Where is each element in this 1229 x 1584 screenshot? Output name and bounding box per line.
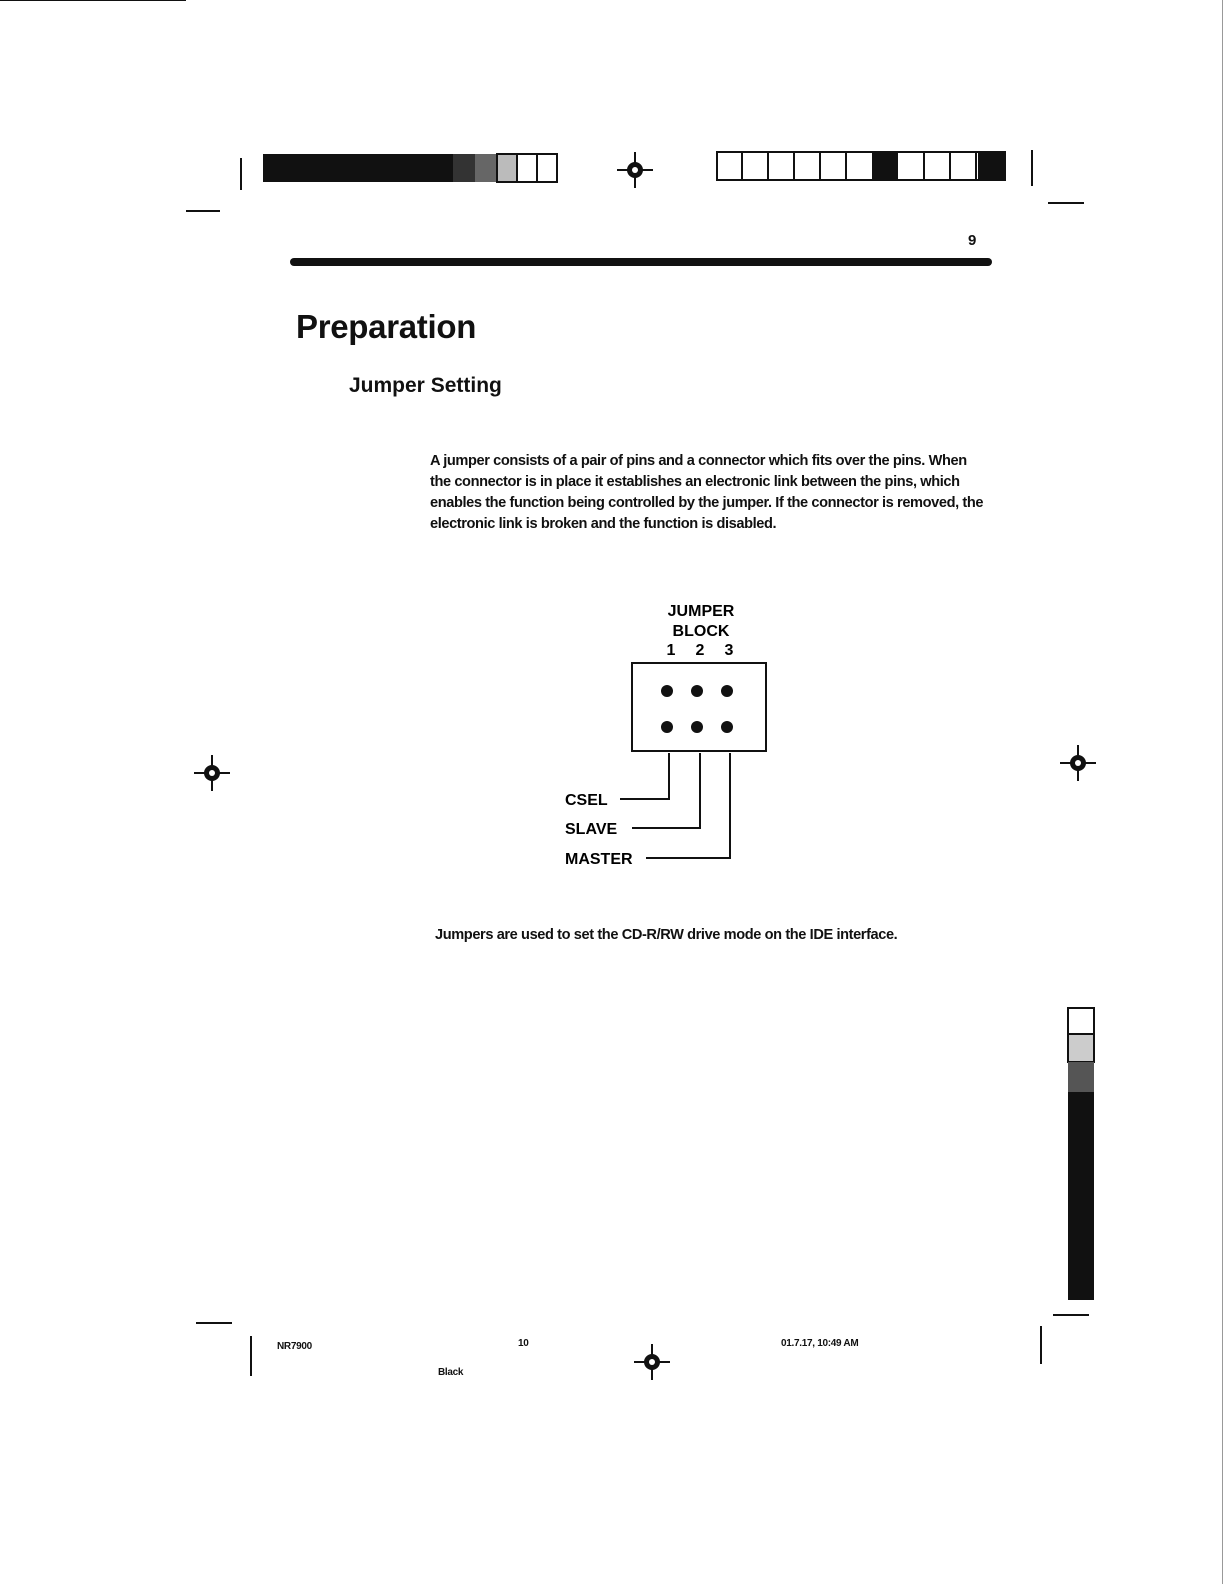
pin bbox=[691, 721, 703, 733]
pin-number-3: 3 bbox=[724, 642, 734, 659]
registration-mark-top-icon bbox=[617, 152, 653, 188]
page-edge-line bbox=[1222, 0, 1223, 1584]
crop-mark bbox=[240, 158, 242, 190]
printer-color-bar-right bbox=[716, 150, 1008, 184]
pin bbox=[661, 721, 673, 733]
diagram-title-line2: BLOCK bbox=[672, 623, 730, 640]
crop-mark bbox=[250, 1336, 252, 1376]
page-title: Preparation bbox=[296, 308, 477, 345]
body-paragraph: A jumper consists of a pair of pins and a connector which fits over the pins. When the connector is in place it establishes an electronic link between the pins, which enables the function being controlled by the jumper. If the connector is removed, the electronic link is broken and the function is disabled. bbox=[430, 453, 984, 532]
diagram-caption: Jumpers are used to set the CD-R/RW drive mode on the IDE interface. bbox=[435, 927, 898, 943]
jumper-block-diagram bbox=[560, 596, 790, 878]
header-rule bbox=[290, 258, 992, 266]
crop-mark bbox=[1031, 150, 1033, 186]
label-csel: CSEL bbox=[565, 792, 608, 809]
crop-mark bbox=[1040, 1326, 1042, 1364]
pin bbox=[721, 685, 733, 697]
diagram-title-line1: JUMPER bbox=[667, 603, 735, 620]
lead-line-master bbox=[646, 753, 730, 858]
footer-sheet-number: 10 bbox=[518, 1338, 529, 1349]
label-master: MASTER bbox=[565, 851, 633, 868]
pin-number-2: 2 bbox=[695, 642, 705, 659]
crop-mark bbox=[0, 0, 186, 1]
jumper-block-outline bbox=[632, 663, 766, 751]
label-slave: SLAVE bbox=[565, 821, 618, 838]
lead-line-csel bbox=[620, 753, 669, 799]
section-subtitle: Jumper Setting bbox=[349, 374, 502, 397]
footer-color: Black bbox=[438, 1367, 464, 1378]
printer-color-bar-left bbox=[262, 152, 560, 186]
crop-mark bbox=[1053, 1314, 1089, 1316]
pin bbox=[661, 685, 673, 697]
footer-timestamp: 01.7.17, 10:49 AM bbox=[781, 1338, 859, 1349]
registration-mark-left-icon bbox=[194, 755, 230, 791]
lead-line-slave bbox=[632, 753, 700, 828]
pin-number-1: 1 bbox=[666, 642, 676, 659]
crop-mark bbox=[196, 1322, 232, 1324]
registration-mark-bottom-icon bbox=[634, 1344, 670, 1380]
printer-color-bar-vertical bbox=[1066, 1006, 1098, 1302]
crop-mark bbox=[186, 210, 220, 212]
crop-mark bbox=[1048, 202, 1084, 204]
registration-mark-right-icon bbox=[1060, 745, 1096, 781]
footer-model: NR7900 bbox=[277, 1341, 312, 1352]
page-number: 9 bbox=[968, 232, 977, 249]
pin bbox=[691, 685, 703, 697]
pin bbox=[721, 721, 733, 733]
